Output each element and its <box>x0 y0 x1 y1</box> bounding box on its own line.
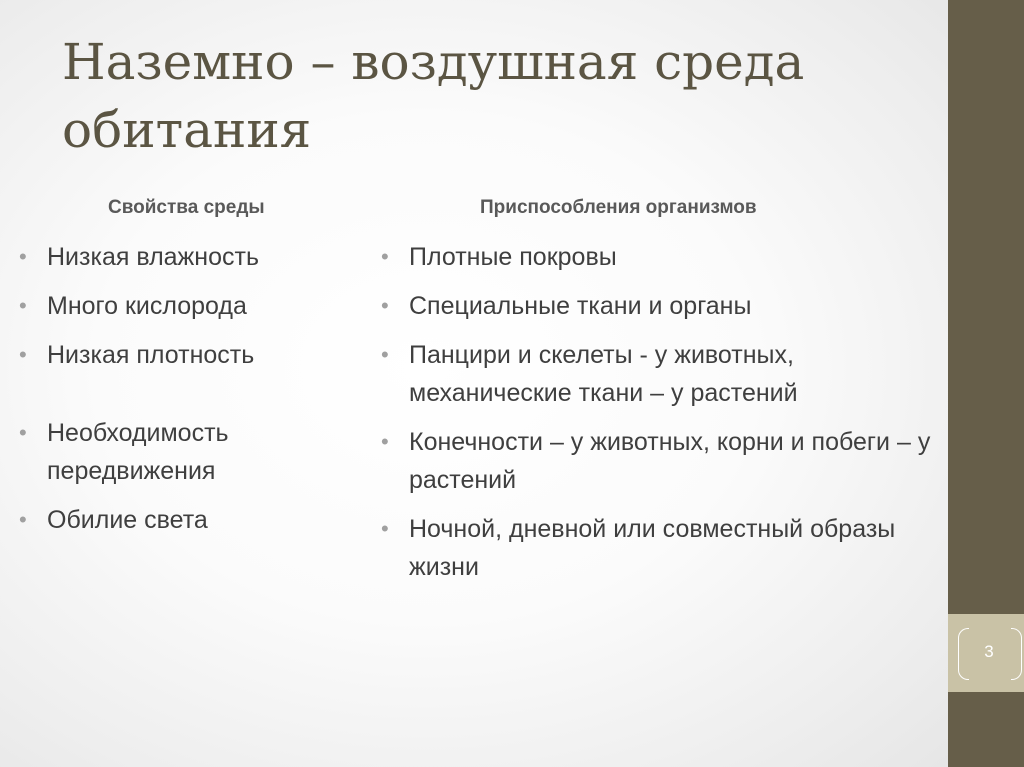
bullet-icon: • <box>381 244 389 269</box>
bullet-icon: • <box>19 342 27 367</box>
list-item <box>18 336 348 374</box>
bullet-icon: • <box>381 342 389 367</box>
bullet-icon: • <box>381 293 389 318</box>
organism-adaptations-list <box>380 238 940 597</box>
list-item-text: Низкая влажность <box>47 243 259 271</box>
bullet-icon: • <box>19 293 27 318</box>
right-bracket-icon <box>1011 628 1022 680</box>
list-item-text: Ночной, дневной или совместный образы жизни <box>409 515 896 581</box>
list-item <box>18 287 348 325</box>
list-item <box>18 501 348 539</box>
page-number-badge <box>958 628 1018 680</box>
environment-properties-list <box>18 238 348 550</box>
page-number: 3 <box>984 642 994 661</box>
list-item-text: Обилие света <box>47 506 208 534</box>
right-column-header: Приспособления организмов <box>480 197 757 218</box>
list-item <box>380 510 940 586</box>
slide-title: Наземно – воздушная среда обитания <box>62 33 805 159</box>
list-item-text: Плотные покровы <box>409 243 617 271</box>
list-item <box>18 238 348 276</box>
left-bracket-icon <box>958 628 969 680</box>
list-item-text: Конечности – у животных, корни и побеги – у растений <box>409 428 931 494</box>
bullet-icon: • <box>19 420 27 445</box>
bullet-icon: • <box>381 516 389 541</box>
list-item-text: Необходимость передвижения <box>47 419 229 485</box>
list-item-text: Специальные ткани и органы <box>409 292 752 320</box>
left-column-header: Свойства среды <box>108 197 265 218</box>
list-item <box>380 238 940 276</box>
bullet-icon: • <box>381 429 389 454</box>
list-item-text: Много кислорода <box>47 292 247 320</box>
list-item <box>18 414 348 490</box>
bullet-icon: • <box>19 507 27 532</box>
list-item <box>380 423 940 499</box>
bullet-icon: • <box>19 244 27 269</box>
list-item-text: Низкая плотность <box>47 341 255 369</box>
list-item <box>380 287 940 325</box>
list-item <box>380 336 940 412</box>
list-item-text: Панцири и скелеты - у животных, механические ткани – у растений <box>409 341 798 407</box>
